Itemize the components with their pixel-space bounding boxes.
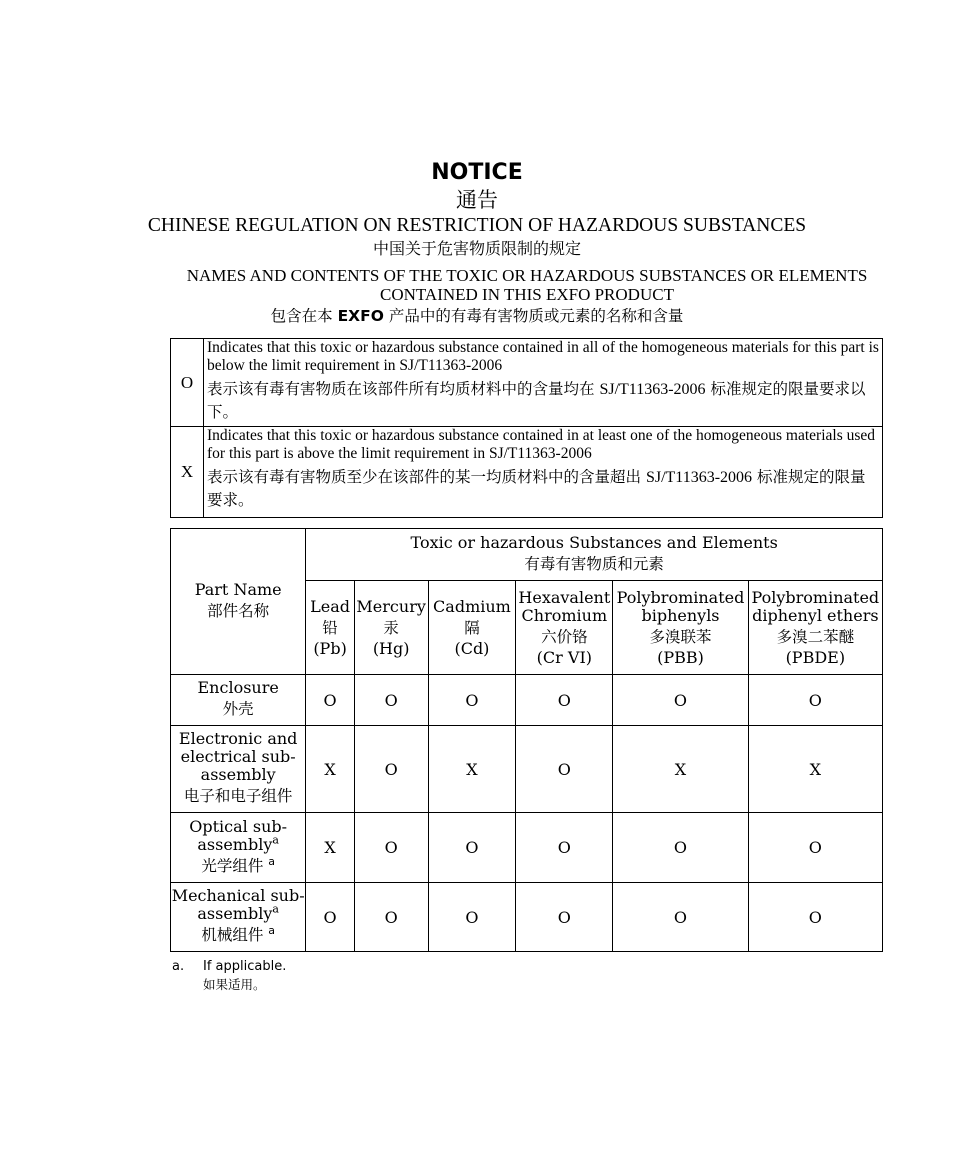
column-name-zh: 汞 bbox=[383, 618, 399, 637]
footnote-marker: a bbox=[272, 833, 279, 847]
legend-row bbox=[171, 339, 883, 427]
part-name-cell bbox=[171, 883, 306, 952]
value-cell: O bbox=[748, 813, 882, 883]
brand-name: EXFO bbox=[337, 307, 384, 325]
part-name: Electronic and electrical sub-assembly bbox=[178, 729, 298, 784]
footnote-marker: a bbox=[268, 854, 276, 868]
legend-description bbox=[204, 427, 883, 518]
value-cell: O bbox=[428, 675, 516, 726]
column-name-zh: 铅 bbox=[322, 618, 338, 637]
value-cell: O bbox=[354, 813, 428, 883]
column-header-pbb bbox=[613, 581, 748, 675]
value-cell: O bbox=[354, 883, 428, 952]
value-cell: O bbox=[748, 883, 882, 952]
substances-group-header bbox=[306, 529, 883, 581]
part-name-zh: 电子和电子组件 bbox=[183, 787, 293, 805]
part-name-zh-text: 光学组件 bbox=[201, 856, 264, 875]
value-cell: X bbox=[428, 726, 516, 813]
column-header-pbde bbox=[748, 581, 882, 675]
value-cell: O bbox=[516, 726, 613, 813]
value-cell: X bbox=[306, 813, 354, 883]
column-symbol: (Pb) bbox=[313, 638, 347, 658]
column-name-zh: 隔 bbox=[464, 618, 480, 637]
part-name-cell bbox=[171, 675, 306, 726]
value-cell: O bbox=[613, 883, 748, 952]
legend-zh-pre: 表示该有毒有害物质在该部件所有均质材料中的含量均在 bbox=[207, 380, 595, 398]
part-name bbox=[171, 887, 305, 923]
column-name-en: Lead bbox=[310, 596, 350, 616]
legend-zh-standard: SJ/T11363-2006 bbox=[645, 469, 753, 486]
notice-title-zh: 通告 bbox=[456, 188, 498, 212]
column-symbol: (Cd) bbox=[454, 638, 490, 658]
part-name-header-zh: 部件名称 bbox=[207, 601, 270, 620]
part-name-cell bbox=[171, 813, 306, 883]
column-symbol: (PBB) bbox=[657, 647, 704, 667]
legend-zh-standard: SJ/T11363-2006 bbox=[599, 381, 706, 398]
footnote-line bbox=[172, 958, 286, 976]
names-contents-title-zh bbox=[0, 305, 954, 327]
legend-text-en: Indicates that this toxic or hazardous substance contained in all of the homogeneous materials for this part is below the limit requirement in SJ/T11363-2006 bbox=[207, 339, 879, 374]
footnote-marker: a bbox=[272, 902, 279, 916]
table-row bbox=[171, 883, 883, 952]
column-header-chromium bbox=[516, 581, 613, 675]
column-name-en: Mercury bbox=[356, 596, 426, 616]
value-cell: O bbox=[428, 813, 516, 883]
table-row bbox=[171, 675, 883, 726]
legend-description bbox=[204, 339, 883, 427]
column-name-en: Polybrominated biphenyls bbox=[616, 587, 745, 625]
legend-text-zh bbox=[207, 378, 880, 423]
table-row bbox=[171, 813, 883, 883]
value-cell: O bbox=[516, 813, 613, 883]
column-name-en: Polybrominated diphenyl ethers bbox=[751, 587, 880, 625]
value-cell: O bbox=[613, 813, 748, 883]
names-contents-title: NAMES AND CONTENTS OF THE TOXIC OR HAZARDOUS SUBSTANCES OR ELEMENTS CONTAINED IN THIS EXFO PRODUCT bbox=[186, 266, 868, 304]
value-cell: X bbox=[613, 726, 748, 813]
part-name-header bbox=[171, 529, 306, 675]
part-name-text: Optical sub-assembly bbox=[189, 816, 288, 854]
column-name-zh: 六价铬 bbox=[541, 627, 588, 646]
part-name-text: Mechanical sub-assembly bbox=[171, 886, 305, 923]
column-name-en: Hexavalent Chromium bbox=[518, 587, 611, 625]
footnote-marker: a bbox=[268, 923, 276, 937]
value-cell: O bbox=[354, 675, 428, 726]
value-cell: X bbox=[748, 726, 882, 813]
part-name-zh-text: 机械组件 bbox=[201, 926, 264, 944]
legend-zh-post: 标准规定的限量要求以下。 bbox=[207, 380, 866, 421]
footnote-mark: a. bbox=[172, 959, 185, 974]
part-name-cell bbox=[171, 726, 306, 813]
value-cell: O bbox=[516, 883, 613, 952]
value-cell: O bbox=[516, 675, 613, 726]
column-header-mercury bbox=[354, 581, 428, 675]
group-header-en: Toxic or hazardous Substances and Elements bbox=[410, 532, 778, 552]
column-name-en: Cadmium bbox=[433, 596, 511, 616]
header-row-group bbox=[171, 529, 883, 581]
legend-text-zh bbox=[207, 466, 880, 511]
part-name-header-en: Part Name bbox=[194, 579, 282, 599]
column-header-lead bbox=[306, 581, 354, 675]
legend-symbol: O bbox=[171, 339, 204, 427]
notice-title: NOTICE bbox=[431, 160, 523, 185]
value-cell: O bbox=[613, 675, 748, 726]
legend-row bbox=[171, 427, 883, 518]
table-row bbox=[171, 726, 883, 813]
legend-table bbox=[170, 338, 883, 518]
names-zh-pre: 包含在本 bbox=[270, 307, 333, 325]
footnote-text: If applicable. bbox=[203, 959, 287, 974]
column-symbol: (Cr VI) bbox=[536, 647, 593, 667]
value-cell: O bbox=[306, 883, 354, 952]
part-name-zh bbox=[171, 923, 305, 947]
footnote bbox=[172, 958, 286, 994]
legend-text-en: Indicates that this toxic or hazardous substance contained in at least one of the homogeneous materials used for this part is above the limit requirement in SJ/T11363-2006 bbox=[207, 427, 876, 462]
regulation-title: CHINESE REGULATION ON RESTRICTION OF HAZARDOUS SUBSTANCES bbox=[147, 215, 807, 236]
legend-symbol: X bbox=[171, 427, 204, 518]
substances-table bbox=[170, 528, 883, 952]
column-header-cadmium bbox=[428, 581, 516, 675]
column-name-zh: 多溴联苯 bbox=[649, 627, 712, 646]
part-name: Enclosure bbox=[197, 678, 279, 697]
value-cell: O bbox=[354, 726, 428, 813]
value-cell: O bbox=[428, 883, 516, 952]
regulation-title-zh: 中国关于危害物质限制的规定 bbox=[372, 239, 581, 258]
names-zh-post: 产品中的有毒有害物质或元素的名称和含量 bbox=[388, 307, 684, 325]
column-name-zh: 多溴二苯醚 bbox=[776, 627, 855, 646]
column-symbol: (Hg) bbox=[372, 638, 410, 658]
legend-zh-post: 标准规定的限量要求。 bbox=[207, 468, 866, 509]
value-cell: O bbox=[748, 675, 882, 726]
footnote-text-zh: 如果适用。 bbox=[203, 977, 266, 992]
part-name-zh bbox=[171, 854, 305, 878]
column-symbol: (PBDE) bbox=[785, 647, 846, 667]
part-name bbox=[171, 818, 305, 854]
value-cell: X bbox=[306, 726, 354, 813]
value-cell: O bbox=[306, 675, 354, 726]
part-name-zh: 外壳 bbox=[222, 700, 254, 718]
group-header-zh: 有毒有害物质和元素 bbox=[524, 554, 664, 573]
legend-zh-pre: 表示该有毒有害物质至少在该部件的某一均质材料中的含量超出 bbox=[207, 468, 642, 486]
